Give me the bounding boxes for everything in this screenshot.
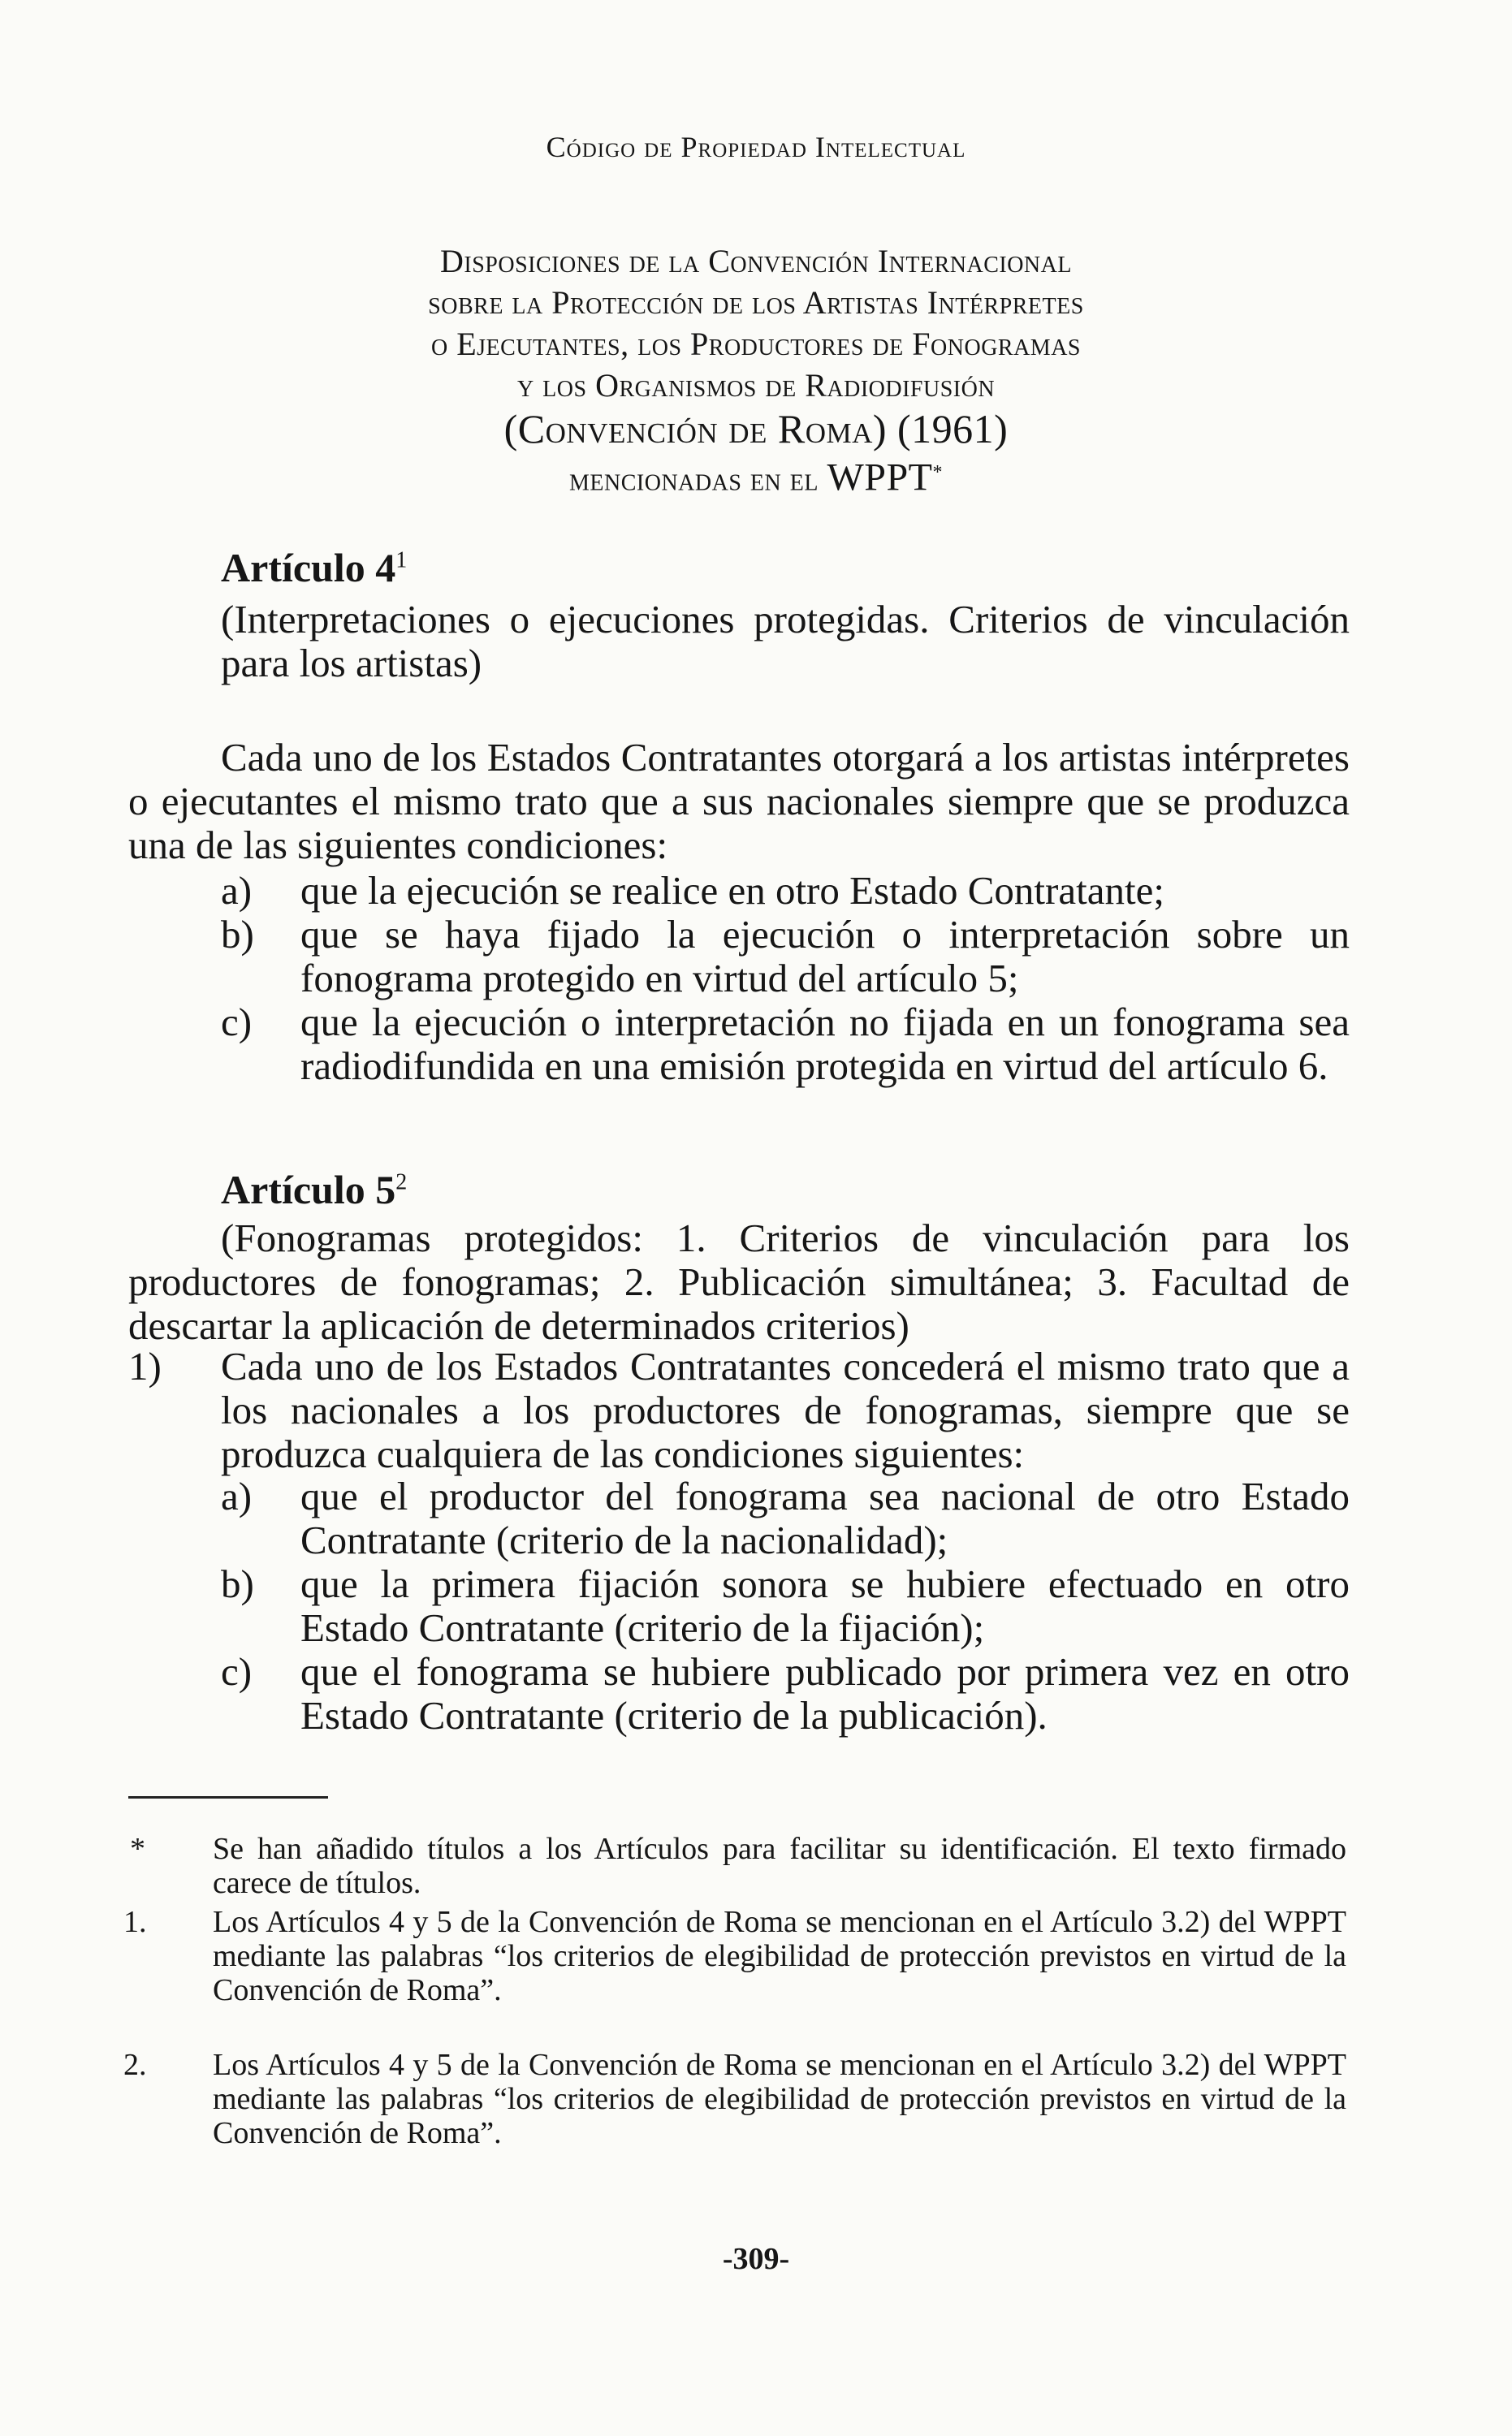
article-4-title — [221, 544, 407, 591]
article-5-title — [221, 1166, 407, 1213]
article-5-para-text: Cada uno de los Estados Contratantes concederá el mismo trato que a los nacionales a los productores de fonogramas, siempre que se produzca cualquiera de las condiciones siguientes: — [221, 1344, 1350, 1476]
footnote-1-text: Los Artículos 4 y 5 de la Convención de Roma se mencionan en el Artículo 3.2) del WPPT mediante las palabras “los criterios de elegibilidad de protección previstos en virtud de la Convención de Roma”. — [213, 1905, 1346, 2007]
footnote-star-mark: * — [130, 1832, 145, 1866]
article-5-item-a-letter: a) — [221, 1474, 253, 1518]
article-5-item-c-text: que el fonograma se hubiere publicado por primera vez en otro Estado Contratante (criterio de la publicación). — [300, 1649, 1350, 1738]
article-4-item-b-letter: b) — [221, 912, 254, 957]
heading-line-1: Disposiciones de la Convención Internacional — [440, 243, 1072, 279]
article-4-title-text: Artículo 4 — [221, 545, 396, 590]
footnote-2-text: Los Artículos 4 y 5 de la Convención de Roma se mencionan en el Artículo 3.2) del WPPT mediante las palabras “los criterios de elegibilidad de protección previstos en virtud de la Convención de Roma”. — [213, 2048, 1346, 2150]
heading-line-3: o Ejecutantes, los Productores de Fonogramas — [431, 326, 1081, 362]
article-4-item-a-letter: a) — [221, 868, 253, 913]
article-4-subtitle — [221, 598, 1350, 685]
footnote-1-mark: 1. — [123, 1905, 147, 1939]
heading-line-4: y los Organismos de Radiodifusión — [516, 367, 996, 404]
article-5-footnote-ref: 2 — [395, 1169, 408, 1195]
article-4-item-b-text: que se haya fijado la ejecución o interpretación sobre un fonograma protegido en virtud del artículo 5; — [300, 912, 1350, 1000]
article-4-item-a-text: que la ejecución se realice en otro Estado Contratante; — [300, 868, 1164, 913]
article-5-item-c-letter: c) — [221, 1649, 253, 1694]
article-5-title-text: Artículo 5 — [221, 1167, 396, 1212]
heading-line-2: sobre la Protección de los Artistas Intérpretes — [428, 284, 1084, 321]
heading-note-marker: * — [932, 462, 943, 483]
heading-line-6-prefix: mencionadas en el — [569, 460, 827, 498]
running-header: Código de Propiedad Intelectual — [546, 131, 966, 163]
heading-line-5: (Convención de Roma) (1961) — [503, 406, 1009, 451]
footnote-star-text: Se han añadido títulos a los Artículos para facilitar su identificación. El texto firmado carece de títulos. — [213, 1832, 1346, 1900]
article-5-item-b-text: que la primera fijación sonora se hubiere efectuado en otro Estado Contratante (criterio de la fijación); — [300, 1561, 1350, 1650]
page-number: -309- — [722, 2242, 790, 2276]
article-4-item-c-text: que la ejecución o interpretación no fijada en un fonograma sea radiodifundida en una emisión protegida en virtud del artículo 6. — [300, 1000, 1350, 1088]
heading-acronym: WPPT — [827, 456, 933, 499]
article-5-item-b-letter: b) — [221, 1561, 254, 1606]
article-4-item-c-letter: c) — [221, 1000, 253, 1044]
article-4-subtitle-text: (Interpretaciones o ejecuciones protegidas. Criterios de vinculación para los artistas) — [221, 597, 1350, 685]
article-5-subtitle: (Fonogramas protegidos: 1. Criterios de vinculación para los productores de fonogramas; 2. Publicación simultánea; 3. Facultad de descartar la aplicación de determinados criterios) — [128, 1216, 1350, 1348]
article-5-para-number: 1) — [128, 1344, 162, 1389]
article-4-intro: Cada uno de los Estados Contratantes otorgará a los artistas intérpretes o ejecutantes el mismo trato que a sus nacionales siempre que se produzca una de las siguientes condiciones: — [128, 735, 1350, 867]
article-5-item-a-text: que el productor del fonograma sea nacional de otro Estado Contratante (criterio de la nacionalidad); — [300, 1474, 1350, 1562]
footnote-separator — [128, 1796, 328, 1799]
heading-line-6 — [244, 452, 1268, 499]
document-heading — [244, 240, 1268, 499]
footnote-2-mark: 2. — [123, 2048, 147, 2082]
article-4-footnote-ref: 1 — [395, 547, 408, 573]
